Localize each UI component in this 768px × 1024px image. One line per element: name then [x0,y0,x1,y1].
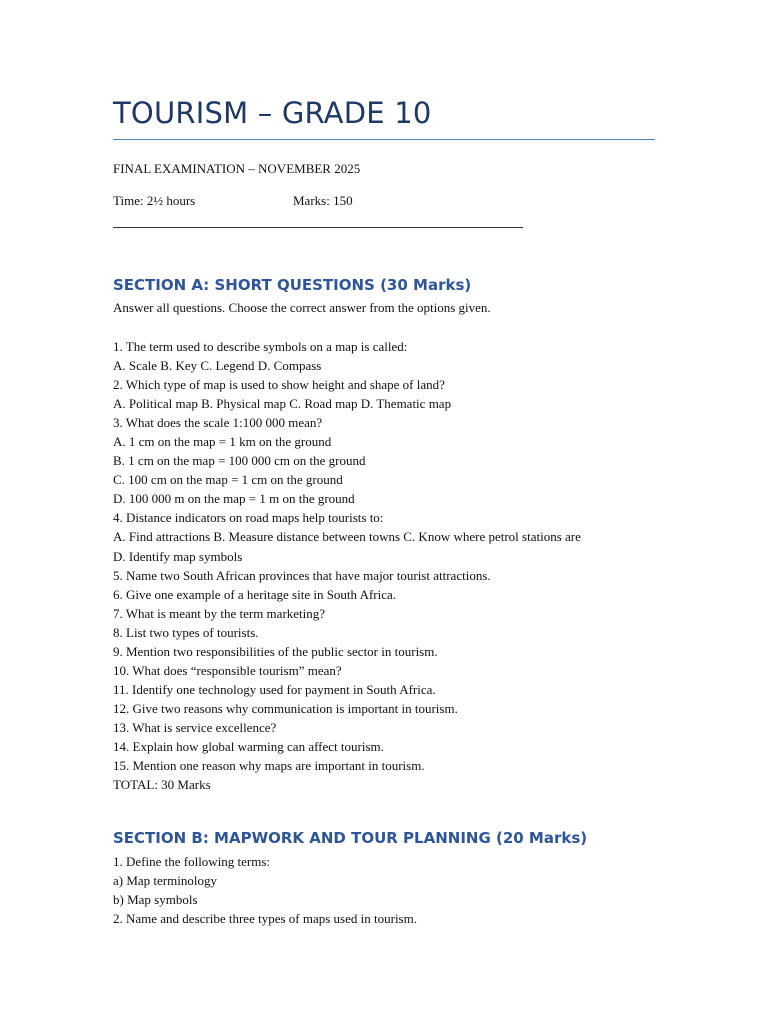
question-line: 7. What is meant by the term marketing? [113,605,326,621]
question-line: D. 100 000 m on the map = 1 m on the ground [113,491,355,507]
exam-meta-row [113,191,353,210]
question-line: 3. What does the scale 1:100 000 mean? [113,415,323,431]
question-line: A. Scale B. Key C. Legend D. Compass [113,358,322,374]
exam-subtitle: FINAL EXAMINATION – NOVEMBER 2025 [113,161,361,176]
section-a-heading: SECTION A: SHORT QUESTIONS (30 Marks) [113,276,472,294]
total-marks: Marks: 150 [293,193,353,208]
question-line: a) Map terminology [113,873,217,889]
question-line: A. Political map B. Physical map C. Road map D. Thematic map [113,396,452,412]
section-a-questions [113,337,581,794]
question-line: 5. Name two South African provinces that have major tourist attractions. [113,567,491,583]
question-line: 1. The term used to describe symbols on a map is called: [113,339,408,354]
question-line: 2. Name and describe three types of maps used in tourism. [113,911,417,927]
page-title: TOURISM – GRADE 10 [113,96,432,130]
question-line: 12. Give two reasons why communication is important in tourism. [113,700,458,716]
question-line: A. Find attractions B. Measure distance between towns C. Know where petrol stations are [113,529,581,545]
question-line: 13. What is service excellence? [113,719,277,735]
question-line: 4. Distance indicators on road maps help tourists to: [113,510,384,526]
separator-line [113,226,523,228]
question-line: 11. Identify one technology used for payment in South Africa. [113,681,436,697]
question-line: 14. Explain how global warming can affect tourism. [113,738,384,754]
question-line: C. 100 cm on the map = 1 cm on the ground [113,472,343,488]
question-line: 9. Mention two responsibilities of the public sector in tourism. [113,643,438,659]
time-allowed: Time: 2½ hours [113,193,196,208]
question-line: 1. Define the following terms: [113,854,271,869]
question-line: 6. Give one example of a heritage site in South Africa. [113,586,397,602]
title-underline [113,139,655,140]
question-line: 15. Mention one reason why maps are important in tourism. [113,758,425,774]
question-line: b) Map symbols [113,892,198,908]
section-a-instruction: Answer all questions. Choose the correct answer from the options given. [113,300,491,315]
question-line: B. 1 cm on the map = 100 000 cm on the ground [113,453,366,469]
question-line: TOTAL: 30 Marks [113,777,211,793]
question-line: A. 1 cm on the map = 1 km on the ground [113,434,332,450]
section-b-heading: SECTION B: MAPWORK AND TOUR PLANNING (20 Marks) [113,829,588,847]
question-line: 8. List two types of tourists. [113,624,259,640]
question-line: D. Identify map symbols [113,548,243,564]
question-line: 2. Which type of map is used to show height and shape of land? [113,377,445,393]
question-line: 10. What does “responsible tourism” mean? [113,662,342,678]
section-b-questions [113,852,417,928]
